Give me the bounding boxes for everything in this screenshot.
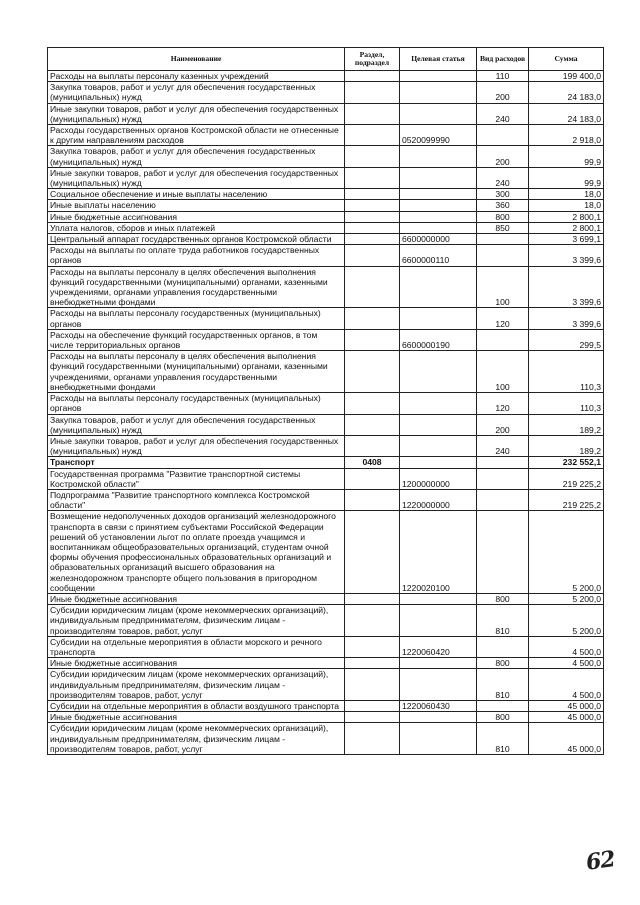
cell-section [345, 414, 400, 435]
table-row [48, 669, 604, 701]
cell-name: Субсидии юридическим лицам (кроме некоммерческих организаций), индивидуальным предпринимателям, физическим лицам - производителям товаров, работ, услуг [48, 669, 345, 701]
table-row [48, 103, 604, 124]
column-header-sum: Сумма [529, 48, 604, 71]
cell-kind [477, 125, 529, 146]
cell-kind [477, 511, 529, 594]
cell-kind: 300 [477, 189, 529, 200]
cell-name: Государственная программа "Развитие транспортной системы Костромской области" [48, 468, 345, 489]
cell-sum: 3 699,1 [529, 234, 604, 245]
cell-section [345, 189, 400, 200]
cell-name: Транспорт [48, 457, 345, 468]
cell-name: Расходы на выплаты персоналу в целях обеспечения выполнения функций государственными (муниципальными) органами, казенными учреждениями, органами управления государственными внебюджетными фондами [48, 266, 345, 308]
budget-table [47, 47, 604, 755]
cell-sum: 24 183,0 [529, 82, 604, 103]
table-row [48, 125, 604, 146]
table-row [48, 189, 604, 200]
table-row [48, 468, 604, 489]
table-row [48, 489, 604, 510]
cell-name: Уплата налогов, сборов и иных платежей [48, 222, 345, 233]
table-row [48, 351, 604, 393]
table-row [48, 658, 604, 669]
table-row [48, 511, 604, 594]
cell-name: Иные закупки товаров, работ и услуг для обеспечения государственных (муниципальных) нужд [48, 103, 345, 124]
cell-sum: 45 000,0 [529, 723, 604, 755]
cell-kind: 240 [477, 167, 529, 188]
cell-target [400, 414, 477, 435]
cell-name: Расходы на выплаты по оплате труда работников государственных органов [48, 245, 345, 266]
cell-target: 1200000000 [400, 468, 477, 489]
cell-section [345, 222, 400, 233]
cell-target [400, 351, 477, 393]
cell-kind [477, 234, 529, 245]
cell-target: 6600000110 [400, 245, 477, 266]
cell-target [400, 71, 477, 82]
cell-kind [477, 329, 529, 350]
cell-section [345, 723, 400, 755]
cell-target [400, 189, 477, 200]
cell-name: Субсидии юридическим лицам (кроме некоммерческих организаций), индивидуальным предпринимателям, физическим лицам - производителям товаров, работ, услуг [48, 605, 345, 637]
cell-target [400, 211, 477, 222]
cell-name: Центральный аппарат государственных органов Костромской области [48, 234, 345, 245]
cell-sum: 4 500,0 [529, 669, 604, 701]
cell-target: 6600000000 [400, 234, 477, 245]
cell-section [345, 712, 400, 723]
table-row [48, 200, 604, 211]
cell-kind: 810 [477, 669, 529, 701]
table-row [48, 82, 604, 103]
cell-target [400, 82, 477, 103]
cell-section [345, 266, 400, 308]
table-row [48, 146, 604, 167]
cell-sum: 18,0 [529, 189, 604, 200]
cell-sum: 45 000,0 [529, 700, 604, 711]
table-row [48, 457, 604, 468]
cell-target [400, 200, 477, 211]
cell-section: 0408 [345, 457, 400, 468]
table-row [48, 222, 604, 233]
table-row [48, 234, 604, 245]
cell-sum: 5 200,0 [529, 593, 604, 604]
cell-target [400, 605, 477, 637]
cell-section [345, 393, 400, 414]
cell-target [400, 167, 477, 188]
cell-sum: 3 399,6 [529, 266, 604, 308]
cell-section [345, 511, 400, 594]
cell-sum: 2 800,1 [529, 211, 604, 222]
column-header-section: Раздел, подраздел [345, 48, 400, 71]
cell-sum: 299,5 [529, 329, 604, 350]
cell-name: Иные бюджетные ассигнования [48, 211, 345, 222]
cell-name: Расходы на выплаты персоналу казенных учреждений [48, 71, 345, 82]
cell-name: Иные закупки товаров, работ и услуг для обеспечения государственных (муниципальных) нужд [48, 167, 345, 188]
cell-section [345, 103, 400, 124]
cell-target [400, 457, 477, 468]
table-row [48, 435, 604, 456]
cell-target [400, 308, 477, 329]
cell-sum: 219 225,2 [529, 489, 604, 510]
column-header-target: Целевая статья [400, 48, 477, 71]
cell-sum: 45 000,0 [529, 712, 604, 723]
cell-kind: 800 [477, 211, 529, 222]
cell-target [400, 723, 477, 755]
cell-target [400, 658, 477, 669]
table-header-row [48, 48, 604, 71]
table-row [48, 636, 604, 657]
cell-sum: 2 918,0 [529, 125, 604, 146]
table-row [48, 329, 604, 350]
cell-target [400, 146, 477, 167]
cell-kind [477, 489, 529, 510]
table-row [48, 700, 604, 711]
cell-sum: 3 399,6 [529, 308, 604, 329]
cell-section [345, 146, 400, 167]
cell-name: Социальное обеспечение и иные выплаты населению [48, 189, 345, 200]
cell-sum: 189,2 [529, 414, 604, 435]
cell-sum: 99,9 [529, 146, 604, 167]
cell-section [345, 435, 400, 456]
cell-section [345, 308, 400, 329]
cell-kind [477, 636, 529, 657]
cell-sum: 232 552,1 [529, 457, 604, 468]
table-row [48, 393, 604, 414]
cell-section [345, 605, 400, 637]
cell-section [345, 125, 400, 146]
cell-section [345, 351, 400, 393]
table-row [48, 71, 604, 82]
table-row [48, 308, 604, 329]
cell-target [400, 669, 477, 701]
cell-sum: 110,3 [529, 351, 604, 393]
table-row [48, 712, 604, 723]
column-header-kind: Вид расходов [477, 48, 529, 71]
cell-target: 1220020100 [400, 511, 477, 594]
cell-kind [477, 468, 529, 489]
column-header-name: Наименование [48, 48, 345, 71]
table-body [48, 71, 604, 755]
cell-target [400, 103, 477, 124]
cell-sum: 189,2 [529, 435, 604, 456]
table-row [48, 723, 604, 755]
cell-kind [477, 245, 529, 266]
cell-section [345, 167, 400, 188]
cell-name: Иные бюджетные ассигнования [48, 593, 345, 604]
cell-name: Расходы государственных органов Костромской области не отнесенные к другим направлениям расходов [48, 125, 345, 146]
cell-kind [477, 457, 529, 468]
cell-name: Субсидии на отдельные мероприятия в области воздушного транспорта [48, 700, 345, 711]
cell-target [400, 712, 477, 723]
cell-section [345, 636, 400, 657]
cell-section [345, 468, 400, 489]
cell-section [345, 658, 400, 669]
cell-target: 0520099990 [400, 125, 477, 146]
cell-target [400, 266, 477, 308]
cell-sum: 3 399,6 [529, 245, 604, 266]
cell-kind: 200 [477, 414, 529, 435]
cell-kind: 360 [477, 200, 529, 211]
cell-sum: 4 500,0 [529, 636, 604, 657]
cell-target: 1220000000 [400, 489, 477, 510]
cell-name: Субсидии на отдельные мероприятия в области морского и речного транспорта [48, 636, 345, 657]
cell-kind: 240 [477, 103, 529, 124]
cell-name: Иные бюджетные ассигнования [48, 712, 345, 723]
table-row [48, 605, 604, 637]
cell-name: Иные бюджетные ассигнования [48, 658, 345, 669]
cell-section [345, 669, 400, 701]
cell-kind: 120 [477, 308, 529, 329]
cell-section [345, 489, 400, 510]
cell-sum: 4 500,0 [529, 658, 604, 669]
cell-sum: 24 183,0 [529, 103, 604, 124]
table-row [48, 266, 604, 308]
cell-name: Возмещение недополученных доходов организаций железнодорожного транспорта в связи с принятием субъектами Российской Федерации решений об установлении льгот по оплате проезда учащимся и воспитанникам общеобразовательных организаций, студентам очной формы обучения профессиональных образовательных организаций и образовательных организаций высшего образования на железнодорожном транспорте общего пользования в пригородном сообщении [48, 511, 345, 594]
cell-sum: 199 400,0 [529, 71, 604, 82]
cell-kind: 120 [477, 393, 529, 414]
cell-kind: 100 [477, 351, 529, 393]
document-page [47, 47, 603, 755]
cell-name: Расходы на обеспечение функций государственных органов, в том числе территориальных органов [48, 329, 345, 350]
cell-section [345, 700, 400, 711]
cell-sum: 2 800,1 [529, 222, 604, 233]
cell-name: Расходы на выплаты персоналу государственных (муниципальных) органов [48, 393, 345, 414]
cell-kind: 810 [477, 605, 529, 637]
cell-section [345, 211, 400, 222]
cell-target: 6600000190 [400, 329, 477, 350]
cell-kind: 850 [477, 222, 529, 233]
table-row [48, 167, 604, 188]
cell-section [345, 593, 400, 604]
table-row [48, 245, 604, 266]
cell-target [400, 593, 477, 604]
cell-target: 1220060430 [400, 700, 477, 711]
cell-name: Закупка товаров, работ и услуг для обеспечения государственных (муниципальных) нужд [48, 82, 345, 103]
cell-section [345, 71, 400, 82]
cell-name: Субсидии юридическим лицам (кроме некоммерческих организаций), индивидуальным предпринимателям, физическим лицам - производителям товаров, работ, услуг [48, 723, 345, 755]
cell-target [400, 222, 477, 233]
cell-kind: 800 [477, 593, 529, 604]
cell-name: Закупка товаров, работ и услуг для обеспечения государственных (муниципальных) нужд [48, 414, 345, 435]
cell-target [400, 393, 477, 414]
cell-sum: 5 200,0 [529, 605, 604, 637]
cell-sum: 5 200,0 [529, 511, 604, 594]
cell-sum: 219 225,2 [529, 468, 604, 489]
cell-name: Иные закупки товаров, работ и услуг для обеспечения государственных (муниципальных) нужд [48, 435, 345, 456]
cell-kind: 100 [477, 266, 529, 308]
page-number: 62 [584, 846, 617, 876]
cell-sum: 110,3 [529, 393, 604, 414]
cell-kind: 200 [477, 82, 529, 103]
cell-section [345, 82, 400, 103]
cell-section [345, 245, 400, 266]
cell-sum: 18,0 [529, 200, 604, 211]
cell-kind: 110 [477, 71, 529, 82]
cell-kind: 800 [477, 712, 529, 723]
cell-name: Подпрограмма "Развитие транспортного комплекса Костромской области" [48, 489, 345, 510]
cell-name: Расходы на выплаты персоналу в целях обеспечения выполнения функций государственными (муниципальными) органами, казенными учреждениями, органами управления государственными внебюджетными фондами [48, 351, 345, 393]
cell-section [345, 200, 400, 211]
cell-target [400, 435, 477, 456]
cell-kind: 240 [477, 435, 529, 456]
cell-section [345, 329, 400, 350]
cell-section [345, 234, 400, 245]
table-row [48, 211, 604, 222]
cell-name: Закупка товаров, работ и услуг для обеспечения государственных (муниципальных) нужд [48, 146, 345, 167]
cell-name: Иные выплаты населению [48, 200, 345, 211]
cell-sum: 99,9 [529, 167, 604, 188]
cell-target: 1220060420 [400, 636, 477, 657]
table-row [48, 414, 604, 435]
cell-kind: 800 [477, 658, 529, 669]
cell-kind: 200 [477, 146, 529, 167]
cell-kind: 810 [477, 723, 529, 755]
cell-kind [477, 700, 529, 711]
table-row [48, 593, 604, 604]
cell-name: Расходы на выплаты персоналу государственных (муниципальных) органов [48, 308, 345, 329]
